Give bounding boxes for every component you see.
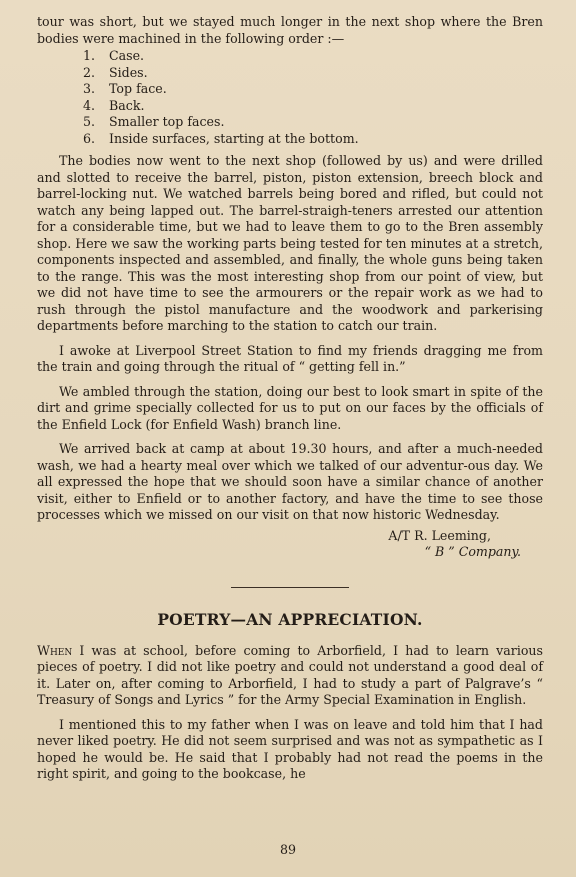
list-item-text: Case.	[109, 48, 145, 63]
list-item	[83, 48, 543, 65]
list-item-text: Inside surfaces, starting at the bottom.	[109, 130, 359, 146]
page-number: 89	[279, 842, 297, 857]
body-paragraph	[37, 643, 543, 709]
list-item-number: 2.	[83, 64, 96, 80]
list-item-number: 4.	[83, 97, 96, 113]
list-item-text: Top face.	[109, 81, 167, 96]
list-item	[83, 98, 543, 115]
list-item-number: 6.	[83, 130, 96, 146]
list-item-number: 1.	[83, 48, 96, 63]
section-divider	[231, 587, 349, 588]
body-paragraph: The bodies now went to the next shop (followed by us) and were drilled and slotted to receive the barrel, piston, piston extension, breech block and barrel-locking nut. We watched barrels being bored and rifled, but could not watch any being lapped out. The barrel-straigh-teners arrested our attention for a considerable time, but we had to leave them to go to the Bren assembly shop. Here we saw the working parts being tested for ten minutes at a stretch, components inspected and assembled, and finally, the whole guns being taken to the range. This was the most interesting shop from our point of view, but we did not have time to see the armourers or the repair work as we had to rush through the pistol manufacture and the woodwork and parkerising departments before marching to the station to catch our train.	[37, 153, 543, 333]
list-item-number: 3.	[83, 81, 96, 96]
lead-word: When	[37, 642, 73, 658]
intro-paragraph: tour was short, but we stayed much longer in the next shop where the Bren bodies were machined in the following order :—	[37, 14, 543, 46]
body-paragraph: I mentioned this to my father when I was on leave and told him that I had never liked poetry. He did not seem surprised and was not as sympathetic as I hoped he would be. He said that I probably had not read the poems in the right spirit, and going to the bookcase, he	[37, 716, 543, 781]
signature-name: A/T R. Leeming,	[388, 527, 491, 543]
list-item	[83, 131, 543, 148]
list-item-text: Back.	[109, 97, 145, 113]
author-signature	[37, 528, 543, 561]
body-paragraph: I awoke at Liverpool Street Station to find my friends dragging me from the train and going through the ritual of “ getting fell in.”	[37, 342, 543, 374]
list-item-text: Sides.	[109, 64, 148, 80]
list-item-number: 5.	[83, 114, 96, 129]
article-title: POETRY—AN APPRECIATION.	[157, 609, 423, 629]
list-item-text: Smaller top faces.	[109, 114, 225, 129]
list-item	[83, 65, 543, 82]
machining-steps-list	[37, 48, 543, 147]
body-paragraph: We arrived back at camp at about 19.30 hours, and after a much-needed wash, we had a hearty meal over which we talked of our adventur-ous day. We all expressed the hope that we should soon have a similar chance of another visit, either to Enfield or to another factory, and have the time to see those processes which we missed on our visit on that now historic Wednesday.	[37, 441, 543, 522]
list-item	[83, 81, 543, 98]
list-item	[83, 114, 543, 131]
body-paragraph: We ambled through the station, doing our best to look smart in spite of the dirt and grime specially collected for us to put on our faces by the officials of the Enfield Lock (for Enfield Wash) branch line.	[37, 383, 543, 432]
signature-company: “ B ” Company.	[424, 544, 521, 559]
page-content	[37, 14, 543, 783]
paragraph-text: I was at school, before coming to Arborfield, I had to learn various pieces of poetry. I did not like poetry and could not understand a good deal of it. Later on, after coming to Arborfield, I had to study a part of Palgrave’s “ Treasury of Songs and Lyrics ” for the Army Special Examination in English.	[37, 642, 543, 707]
